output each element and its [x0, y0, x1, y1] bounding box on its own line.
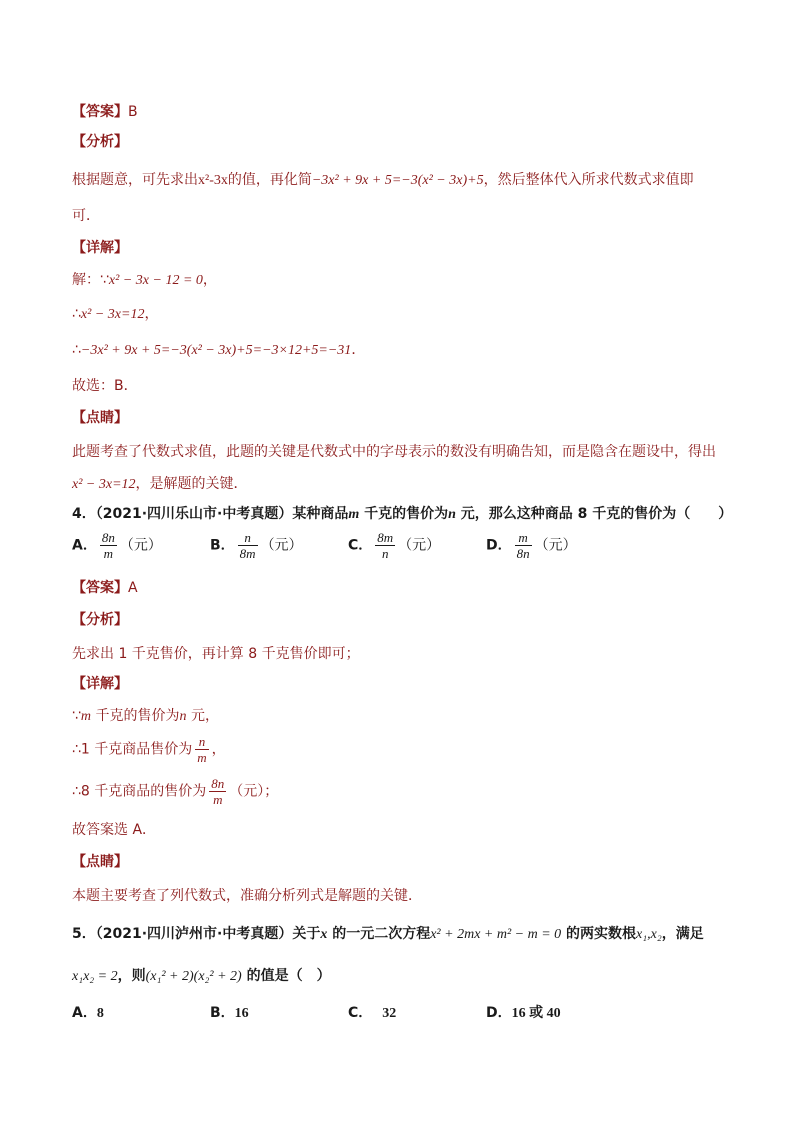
q3-analysis-line1: 根据题意，可先求出x²-3x的值，再化简−3x² + 9x + 5=−3(x² − 3x)+5，然后整体代入所求代数式求值即	[72, 172, 694, 188]
fraction: $\frac{8n}{m}$	[211, 776, 225, 807]
q4-answer-line: 【答案】A	[72, 580, 138, 596]
q3-analysis-label	[72, 132, 128, 152]
q3-comment-line1: 此题考查了代数式求值，此题的关键是代数式中的字母表示的数没有明确告知，而是隐含在题设中，得出	[72, 444, 716, 460]
equation: x² − 3x=12	[72, 477, 136, 492]
q4-detail-step1: ∵m 千克的售价为n 元，	[72, 708, 219, 724]
fraction: $\frac{m}{8n}$	[516, 530, 530, 561]
q4-choose: 故答案选 A．	[72, 822, 157, 838]
q3-choose: 故选：B．	[72, 378, 138, 394]
answer-value: B	[128, 104, 138, 120]
analysis-label: 【分析】	[72, 134, 128, 150]
equation: x² − 3x − 12 = 0	[108, 273, 203, 288]
q3-detail-label	[72, 238, 128, 258]
analysis-expr-1: x²-3x	[198, 173, 228, 188]
q5-option-b[interactable]: B．16	[210, 1005, 249, 1021]
q5-stem-line1: 5．（2021·四川泸州市·中考真题）关于x 的一元二次方程x² + 2mx + m² − m = 0 的两实数根x₁,x₂，满足	[72, 926, 704, 942]
q4-analysis-text: 先求出 1 千克售价，再计算 8 千克售价即可；	[72, 646, 360, 662]
comment-label: 【点睛】	[72, 410, 128, 426]
q3-comment-line2: x² − 3x=12，是解题的关键．	[72, 476, 248, 492]
q4-option-a[interactable]: A． $\frac{8n}{m}$ （元）	[72, 530, 162, 561]
equation: −3x² + 9x + 5=−3(x² − 3x)+5=−3×12+5=−31	[80, 343, 352, 358]
q4-comment-label: 【点睛】	[72, 854, 128, 870]
q5-option-a[interactable]: A．8	[72, 1005, 104, 1021]
q4-detail-step2: ∴1 千克商品售价为 $\frac{n}{m}$ ，	[72, 734, 226, 765]
q5-option-c[interactable]: C． 32	[348, 1005, 397, 1021]
q3-detail-step3: ∴−3x² + 9x + 5=−3(x² − 3x)+5=−3×12+5=−31．	[72, 342, 366, 358]
fraction: $\frac{8m}{n}$	[377, 530, 394, 561]
q3-detail-step2: ∴x² − 3x=12，	[72, 306, 159, 322]
q4-detail-label: 【详解】	[72, 676, 128, 692]
fraction: $\frac{n}{8m}$	[239, 530, 256, 561]
equation: x² + 2mx + m² − m = 0	[430, 927, 562, 942]
fraction: $\frac{8n}{m}$	[101, 530, 115, 561]
q3-comment-label	[72, 408, 128, 428]
q4-comment-text: 本题主要考查了列代数式，准确分析列式是解题的关键．	[72, 888, 422, 904]
q3-analysis-line2: 可．	[72, 208, 100, 224]
q4-option-b[interactable]: B． $\frac{n}{8m}$ （元）	[210, 530, 303, 561]
analysis-expr-2: −3x² + 9x + 5=−3(x² − 3x)+5	[311, 173, 484, 188]
q5-option-d[interactable]: D．16 或 40	[486, 1005, 561, 1021]
detail-label: 【详解】	[72, 240, 128, 256]
q4-option-d[interactable]: D． $\frac{m}{8n}$ （元）	[486, 530, 577, 561]
fraction: $\frac{n}{m}$	[197, 734, 207, 765]
q4-stem: 4．（2021·四川乐山市·中考真题）某种商品m 千克的售价为n 元，那么这种商品 8 千克的售价为（ ）	[72, 506, 733, 522]
q4-analysis-label: 【分析】	[72, 612, 128, 628]
q4-option-c[interactable]: C． $\frac{8m}{n}$ （元）	[348, 530, 441, 561]
q4-detail-step3: ∴8 千克商品的售价为 $\frac{8n}{m}$ （元）；	[72, 776, 279, 807]
q3-detail-step1: 解：∵x² − 3x − 12 = 0，	[72, 272, 217, 288]
q5-stem-line2: x₁x₂ = 2，则(x₁² + 2)(x₂² + 2) 的值是（ ）	[72, 968, 331, 984]
answer-label: 【答案】	[72, 104, 128, 120]
equation: x² − 3x=12	[80, 307, 145, 322]
q3-answer-line	[72, 102, 138, 122]
expression: (x₁² + 2)(x₂² + 2)	[145, 969, 242, 984]
